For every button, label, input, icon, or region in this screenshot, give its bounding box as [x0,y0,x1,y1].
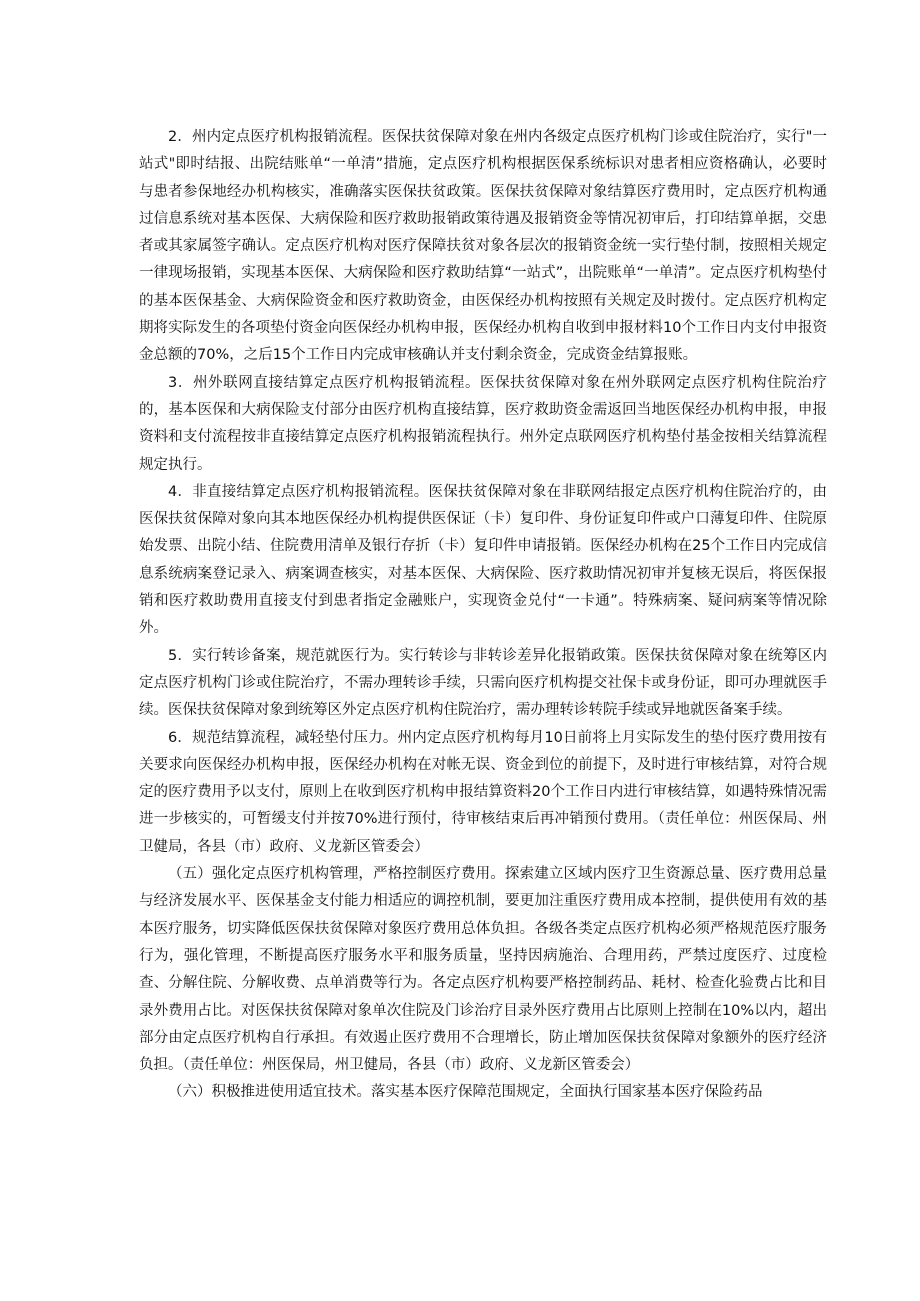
paragraph-item-3-networked-out-of-prefecture: 3．州外联网直接结算定点医疗机构报销流程。医保扶贫保障对象在州外联网定点医疗机构住院治疗的，基本医保和大病保险支付部分由医疗机构直接结算，医疗救助资金需返回当地医保经办机构申报，申报资料和支付流程按非直接结算定点医疗机构报销流程执行。州外定点联网医疗机构垫付基金按相关结算流程规定执行。 [139,374,827,473]
paragraph-item-6-settlement-process: 6．规范结算流程，减轻垫付压力。州内定点医疗机构每月10日前将上月实际发生的垫付医疗费用按有关要求向医保经办机构申报，医保经办机构在对帐无误、资金到位的前提下，及时进行审核结算，对符合规定的医疗费用予以支付，原则上在收到医疗机构申报结算资料20个工作日内进行审核结算，如遇特殊情况需进一步核实的，可暂缓支付并按70%进行预付，待审核结束后再冲销预付费用。（责任单位：州医保局、州卫健局，各县（市）政府、义龙新区管委会） [139,729,827,855]
document-body [139,124,827,1107]
paragraph-section-6-appropriate-technology: （六）积极推进使用适宜技术。落实基本医疗保障范围规定，全面执行国家基本医疗保险药品 [168,1084,763,1101]
paragraph-item-2-reimbursement-in-prefecture: 2．州内定点医疗机构报销流程。医保扶贫保障对象在州内各级定点医疗机构门诊或住院治疗，实行"一站式"即时结报、出院结账单“一单清”措施，定点医疗机构根据医保系统标识对患者相应资格确认，必要时与患者参保地经办机构核实，准确落实医保扶贫政策。医保扶贫保障对象结算医疗费用时，定点医疗机构通过信息系统对基本医保、大病保险和医疗救助报销政策待遇及报销资金等情况初审后，打印结算单据，交患者或其家属签字确认。定点医疗机构对医疗保障扶贫对象各层次的报销资金统一实行垫付制，按照相关规定一律现场报销，实现基本医保、大病保险和医疗救助结算“一站式”，出院账单“一单清”。定点医疗机构垫付的基本医保基金、大病保险资金和医疗救助资金，由医保经办机构按照有关规定及时拨付。定点医疗机构定期将实际发生的各项垫付资金向医保经办机构申报，医保经办机构自收到申报材料10个工作日内支付申报资金总额的70%，之后15个工作日内完成审核确认并支付剩余资金，完成资金结算报账。 [139,129,827,364]
paragraph-item-4-non-direct-settlement: 4．非直接结算定点医疗机构报销流程。医保扶贫保障对象在非联网结报定点医疗机构住院治疗的，由医保扶贫保障对象向其本地医保经办机构提供医保证（卡）复印件、身份证复印件或户口薄复印件、住院原始发票、出院小结、住院费用清单及银行存折（卡）复印件申请报销。医保经办机构在25个工作日内完成信息系统病案登记录入、病案调查核实，对基本医保、大病保险、医疗救助情况初审并复核无误后，将医保报销和医疗救助费用直接支付到患者指定金融账户，实现资金兑付“一卡通”。特殊病案、疑问病案等情况除外。 [139,483,827,637]
paragraph-item-5-referral-filing: 5．实行转诊备案，规范就医行为。实行转诊与非转诊差异化报销政策。医保扶贫保障对象在统筹区内定点医疗机构门诊或住院治疗，不需办理转诊手续，只需向医疗机构提交社保卡或身份证，即可办理就医手续。医保扶贫保障对象到统筹区外定点医疗机构住院治疗，需办理转诊转院手续或异地就医备案手续。 [139,647,827,719]
paragraph-section-5-institution-management: （五）强化定点医疗机构管理，严格控制医疗费用。探索建立区域内医疗卫生资源总量、医疗费用总量与经济发展水平、医保基金支付能力相适应的调控机制，要更加注重医疗费用成本控制，提供使用有效的基本医疗服务，切实降低医保扶贫保障对象医疗费用总体负担。各级各类定点医疗机构必须严格规范医疗服务行为，强化管理，不断提高医疗服务水平和服务质量，坚持因病施治、合理用药，严禁过度医疗、过度检查、分解住院、分解收费、点单消费等行为。各定点医疗机构要严格控制药品、耗材、检查化验费占比和目录外费用占比。对医保扶贫保障对象单次住院及门诊治疗目录外医疗费用占比原则上控制在10%以内，超出部分由定点医疗机构自行承担。有效遏止医疗费用不合理增长，防止增加医保扶贫保障对象额外的医疗经济负担。（责任单位：州医保局，州卫健局，各县（市）政府、义龙新区管委会） [139,866,827,1074]
